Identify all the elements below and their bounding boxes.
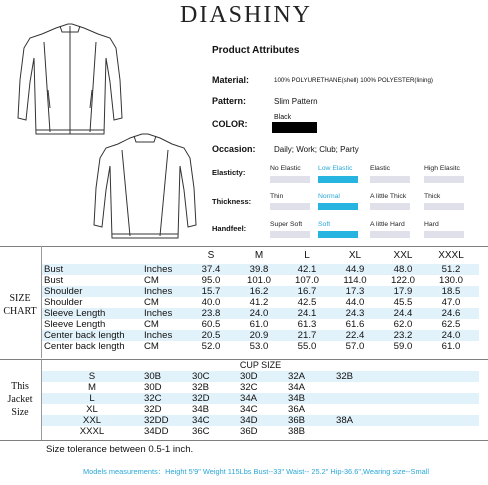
measurement-value: 24.4 <box>393 308 413 319</box>
scale-bar <box>270 203 310 210</box>
elasticity-label: Elasticty: <box>212 168 246 177</box>
scale-option: Thin <box>270 193 284 200</box>
cup-size-row <box>42 382 479 393</box>
measurement-value: 24.1 <box>297 308 317 319</box>
cup-size-value: 34B <box>192 404 210 415</box>
measurement-value: 17.9 <box>393 286 413 297</box>
cup-size-row <box>42 404 479 415</box>
measurement-value: 59.0 <box>393 341 413 352</box>
scale-bar <box>270 231 310 238</box>
measurement-value: 44.0 <box>345 297 365 308</box>
pattern-value: Slim Pattern <box>274 97 318 106</box>
measurement-value: 15.7 <box>201 286 221 297</box>
size-chart-label-line: SIZE <box>9 293 31 304</box>
size-header: XXL <box>393 250 413 261</box>
scale-option: High Elasitc <box>424 165 460 172</box>
jacket-back-sketch <box>90 130 200 245</box>
scale-bar-selected <box>318 231 358 238</box>
table-row <box>42 264 479 275</box>
size-header: XXXL <box>438 250 464 261</box>
cup-size-value: 30D <box>144 382 162 393</box>
size-header: XL <box>348 250 362 261</box>
measurement-value: 130.0 <box>438 275 463 286</box>
jacket-front-sketch <box>10 20 130 140</box>
measurement-name: Shoulder <box>44 286 83 297</box>
scale-bar <box>270 176 310 183</box>
table-divider <box>0 440 488 441</box>
measurement-value: 55.0 <box>297 341 317 352</box>
cup-size-value: 34C <box>192 415 210 426</box>
measurement-value: 24.3 <box>345 308 365 319</box>
measurement-unit: CM <box>144 341 159 352</box>
measurement-value: 22.4 <box>345 330 365 341</box>
measurement-value: 61.6 <box>345 319 365 330</box>
cup-size-band: L <box>89 393 95 404</box>
measurement-value: 24.0 <box>441 330 461 341</box>
cup-size-band: S <box>88 371 96 382</box>
measurement-value: 95.0 <box>201 275 221 286</box>
jacket-size-label-line: Size <box>11 407 29 418</box>
measurement-value: 37.4 <box>201 264 221 275</box>
scale-option-selected: Soft <box>318 221 331 228</box>
measurement-value: 62.0 <box>393 319 413 330</box>
scale-bar-selected <box>318 176 358 183</box>
cup-size-value: 32C <box>240 382 258 393</box>
brand-title: DIASHINY <box>180 2 312 28</box>
material-value: 100% POLYURETHANE(shell) 100% POLYESTER(lining) <box>274 77 433 84</box>
model-measurements: Models measurements：Height 5'9" Weight 115Lbs Bust--33" Waist-- 25.2" Hip-36.6",Wearing size--Small <box>83 467 429 476</box>
measurement-unit: Inches <box>144 286 173 297</box>
cup-size-value: 34A <box>240 393 258 404</box>
cup-size-row <box>42 415 479 426</box>
cup-size-band: M <box>88 382 96 393</box>
measurement-value: 52.0 <box>201 341 221 352</box>
cup-size-value: 32D <box>192 393 210 404</box>
product-attributes-title: Product Attributes <box>212 45 300 56</box>
cup-size-value: 32B <box>192 382 210 393</box>
measurement-value: 61.3 <box>297 319 317 330</box>
material-label: Material: <box>212 75 250 85</box>
table-row <box>42 286 479 297</box>
measurement-value: 21.7 <box>297 330 317 341</box>
measurement-value: 122.0 <box>390 275 415 286</box>
cup-size-value: 30D <box>240 371 258 382</box>
cup-size-value: 36B <box>288 415 306 426</box>
measurement-unit: CM <box>144 275 159 286</box>
measurement-unit: CM <box>144 319 159 330</box>
table-row <box>42 330 479 341</box>
jacket-size-label-line: This <box>11 381 29 392</box>
cup-size-value: 32A <box>288 371 306 382</box>
measurement-value: 39.8 <box>249 264 269 275</box>
measurement-value: 62.5 <box>441 319 461 330</box>
measurement-value: 24.6 <box>441 308 461 319</box>
jacket-size-label <box>0 380 40 419</box>
cup-size-value: 32DD <box>144 415 169 426</box>
color-swatch <box>272 122 317 133</box>
handfeel-label: Handfeel: <box>212 224 247 233</box>
cup-size-value: 34DD <box>144 426 169 437</box>
size-header: L <box>304 250 310 261</box>
scale-option: Hard <box>424 221 439 228</box>
measurement-name: Shoulder <box>44 297 83 308</box>
measurement-value: 40.0 <box>201 297 221 308</box>
scale-option: A little Thick <box>370 193 407 200</box>
cup-size-value: 32B <box>336 371 354 382</box>
cup-size-value: 34C <box>240 404 258 415</box>
scale-option: No Elastic <box>270 165 301 172</box>
measurement-value: 47.0 <box>441 297 461 308</box>
measurement-value: 61.0 <box>441 341 461 352</box>
scale-option: Super Soft <box>270 221 303 228</box>
cup-size-value: 38A <box>336 415 354 426</box>
cup-size-row <box>42 426 479 437</box>
measurement-value: 57.0 <box>345 341 365 352</box>
measurement-unit: CM <box>144 297 159 308</box>
occasion-value: Daily; Work; Club; Party <box>274 145 359 154</box>
size-header-row <box>42 250 479 261</box>
measurement-value: 48.0 <box>393 264 413 275</box>
cup-size-row <box>42 371 479 382</box>
occasion-label: Occasion: <box>212 144 256 154</box>
scale-bar <box>424 203 464 210</box>
cup-size-row <box>42 393 479 404</box>
color-label: COLOR: <box>212 119 248 129</box>
scale-bar <box>370 176 410 183</box>
measurement-value: 20.9 <box>249 330 269 341</box>
table-divider <box>0 246 488 247</box>
measurement-value: 16.2 <box>249 286 269 297</box>
measurement-value: 51.2 <box>441 264 461 275</box>
cup-size-value: 36C <box>192 426 210 437</box>
measurement-unit: Inches <box>144 308 173 319</box>
scale-bar <box>424 176 464 183</box>
size-chart-label-line: CHART <box>3 306 37 317</box>
measurement-value: 42.5 <box>297 297 317 308</box>
measurement-value: 16.7 <box>297 286 317 297</box>
scale-option: A little Hard <box>370 221 405 228</box>
cup-size-value: 36A <box>288 404 306 415</box>
size-tolerance-note: Size tolerance between 0.5-1 inch. <box>46 444 194 455</box>
cup-size-header: CUP SIZE <box>239 360 282 370</box>
scale-option-selected: Low Elastic <box>318 165 353 172</box>
measurement-value: 23.8 <box>201 308 221 319</box>
measurement-name: Center back length <box>44 330 125 341</box>
cup-size-value: 34D <box>240 415 258 426</box>
cup-size-band: XXXL <box>79 426 105 437</box>
cup-size-value: 36D <box>240 426 258 437</box>
measurement-unit: Inches <box>144 264 173 275</box>
cup-size-band: XL <box>86 404 98 415</box>
measurement-name: Center back length <box>44 341 125 352</box>
scale-bar <box>370 231 410 238</box>
scale-bar <box>370 203 410 210</box>
measurement-value: 18.5 <box>441 286 461 297</box>
cup-size-value: 32C <box>144 393 162 404</box>
measurement-value: 20.5 <box>201 330 221 341</box>
table-row <box>42 275 479 286</box>
measurement-name: Bust <box>44 275 64 286</box>
cup-size-value: 30B <box>144 371 162 382</box>
measurement-value: 42.1 <box>297 264 317 275</box>
cup-size-value: 34A <box>288 382 306 393</box>
table-row <box>42 319 479 330</box>
measurement-value: 23.2 <box>393 330 413 341</box>
scale-bar-selected <box>318 203 358 210</box>
cup-size-value: 34B <box>288 393 306 404</box>
scale-option-selected: Normal <box>318 193 340 200</box>
scale-bar <box>424 231 464 238</box>
measurement-value: 45.5 <box>393 297 413 308</box>
color-name: Black <box>274 114 292 121</box>
measurement-value: 107.0 <box>294 275 319 286</box>
measurement-unit: Inches <box>144 330 173 341</box>
jacket-size-label-line: Jacket <box>7 394 33 405</box>
measurement-value: 44.9 <box>345 264 365 275</box>
measurement-value: 53.0 <box>249 341 269 352</box>
table-row <box>42 308 479 319</box>
cup-size-band: XXL <box>82 415 102 426</box>
size-header: M <box>254 250 264 261</box>
pattern-label: Pattern: <box>212 96 247 106</box>
measurement-value: 17.3 <box>345 286 365 297</box>
cup-size-value: 38B <box>288 426 306 437</box>
measurement-value: 41.2 <box>249 297 269 308</box>
table-row <box>42 297 479 308</box>
table-row <box>42 341 479 352</box>
measurement-value: 61.0 <box>249 319 269 330</box>
measurement-value: 60.5 <box>201 319 221 330</box>
scale-option: Thick <box>424 193 441 200</box>
measurement-value: 114.0 <box>343 275 367 286</box>
measurement-value: 24.0 <box>249 308 269 319</box>
scale-option: Elastic <box>370 165 391 172</box>
cup-size-value: 32D <box>144 404 162 415</box>
measurement-name: Sleeve Length <box>44 308 106 319</box>
thickness-label: Thickness: <box>212 197 252 206</box>
size-header: S <box>207 250 215 261</box>
size-chart-label <box>0 292 40 318</box>
measurement-name: Sleeve Length <box>44 319 106 330</box>
measurement-name: Bust <box>44 264 64 275</box>
measurement-value: 101.0 <box>246 275 271 286</box>
cup-size-value: 30C <box>192 371 210 382</box>
